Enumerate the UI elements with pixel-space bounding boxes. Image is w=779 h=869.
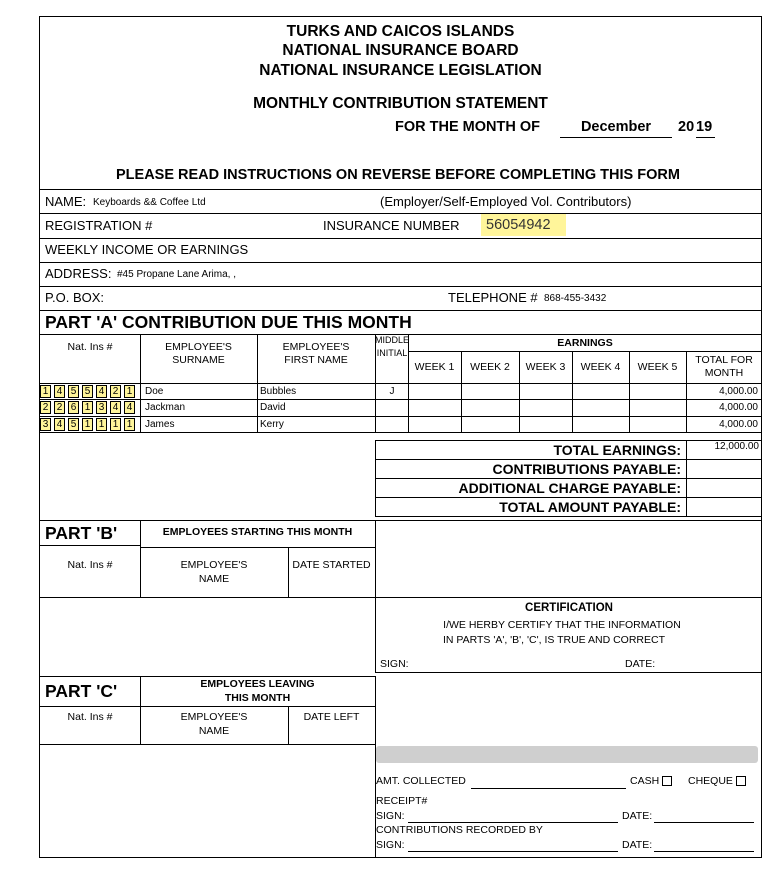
certification-title: CERTIFICATION [525,602,613,614]
natins-digit[interactable]: 1 [82,401,93,414]
first-name-cell[interactable]: Bubbles [260,386,297,397]
employer-type: (Employer/Self-Employed Vol. Contributors) [380,194,632,209]
divider [375,459,762,460]
col-week3: WEEK 3 [525,361,566,373]
part-b-col-name: EMPLOYEE'S NAME [180,559,248,585]
natins-digit[interactable]: 1 [110,418,121,431]
office-sign-label: SIGN: [376,810,405,822]
natins-digit[interactable]: 1 [82,418,93,431]
amt-collected-label: AMT. COLLECTED [376,775,466,787]
natins-digit[interactable]: 5 [68,418,79,431]
part-b-col-natins: Nat. Ins # [67,559,113,571]
certification-date-label: DATE: [625,658,656,670]
address-label: ADDRESS: [45,266,112,281]
natins-digit[interactable]: 6 [68,401,79,414]
part-c-col-date: DATE LEFT [303,711,360,723]
first-name-cell[interactable]: David [260,402,286,413]
recorded-date-label: DATE: [622,839,653,851]
natins-digit[interactable]: 3 [40,418,51,431]
office-use-bar [376,746,758,763]
recorded-sign-label: SIGN: [376,839,405,851]
additional-charge-label: ADDITIONAL CHARGE PAYABLE: [458,480,681,496]
col-week4: WEEK 4 [580,361,621,373]
divider [39,416,762,417]
receipt-label: RECEIPT# [376,795,428,807]
divider [39,238,762,239]
col-middle-initial: MIDDLE INITIAL [375,335,410,358]
col-natins: Nat. Ins # [67,341,113,353]
surname-cell[interactable]: Doe [145,386,164,397]
col-surname: EMPLOYEE'S SURNAME [165,341,232,366]
divider [288,547,289,597]
recorded-sign-field[interactable] [408,851,618,852]
divider [39,597,762,598]
pobox-label: P.O. BOX: [45,290,105,305]
middle-initial-cell[interactable]: J [389,386,395,397]
natins-digit[interactable]: 5 [68,385,79,398]
year-field[interactable]: 19 [696,119,715,138]
year-prefix: 20 [678,119,695,135]
recorded-date-field[interactable] [654,851,754,852]
cheque-checkbox[interactable] [736,776,746,786]
natins-digit[interactable]: 4 [124,401,135,414]
cheque-label: CHEQUE [688,775,746,787]
divider [375,478,762,479]
header-board: NATIONAL INSURANCE BOARD [282,42,519,59]
divider [39,213,762,214]
cash-checkbox[interactable] [662,776,672,786]
amt-collected-field[interactable] [471,788,626,789]
divider [39,286,762,287]
recorded-by-label: CONTRIBUTIONS RECORDED BY [376,824,543,836]
part-b-title: PART 'B' [45,523,118,543]
part-b-heading: EMPLOYEES STARTING THIS MONTH [162,526,353,538]
total-month-cell[interactable]: 4,000.00 [719,419,758,430]
divider [375,516,762,517]
col-total-month: TOTAL FOR MONTH [695,354,753,379]
part-c-col-natins: Nat. Ins # [67,711,113,723]
name-field[interactable]: Keyboards && Coffee Ltd [93,197,206,208]
part-c-col-name: EMPLOYEE'S NAME [180,711,248,737]
divider [39,383,762,384]
divider [39,520,762,521]
for-month-label: FOR THE MONTH OF [395,119,540,135]
header-country: TURKS AND CAICOS ISLANDS [286,23,515,40]
divider [375,497,762,498]
natins-digit[interactable]: 3 [96,401,107,414]
name-label: NAME: [45,194,87,209]
natins-digit[interactable]: 5 [82,385,93,398]
natins-digit[interactable]: 1 [124,418,135,431]
divider [39,744,376,745]
total-earnings-value[interactable]: 12,000.00 [714,441,759,452]
earnings-heading: EARNINGS [557,337,613,349]
col-week1: WEEK 1 [414,361,455,373]
telephone-label: TELEPHONE # [448,290,538,305]
registration-label: REGISTRATION # [45,218,153,233]
natins-digit[interactable]: 4 [54,385,65,398]
total-amount-label: TOTAL AMOUNT PAYABLE: [499,499,681,515]
certification-sign-label: SIGN: [380,658,409,670]
total-earnings-label: TOTAL EARNINGS: [553,442,681,458]
divider [375,672,762,673]
divider [39,706,376,707]
part-c-heading: EMPLOYEES LEAVING THIS MONTH [200,678,315,704]
total-month-cell[interactable]: 4,000.00 [719,386,758,397]
telephone-field[interactable]: 868-455-3432 [544,293,607,304]
divider [39,262,762,263]
divider [39,399,762,400]
cash-label: CASH [630,775,672,787]
natins-digit[interactable]: 1 [40,385,51,398]
natins-digit[interactable]: 4 [54,418,65,431]
natins-digit[interactable]: 1 [96,418,107,431]
weekly-income-label: WEEKLY INCOME OR EARNINGS [45,242,249,257]
first-name-cell[interactable]: Kerry [260,419,284,430]
natins-digit[interactable]: 2 [110,385,121,398]
month-field[interactable]: December [560,119,672,138]
divider [140,547,375,548]
part-a-title: PART 'A' CONTRIBUTION DUE THIS MONTH [45,312,412,332]
contributions-label: CONTRIBUTIONS PAYABLE: [492,461,681,477]
natins-digit[interactable]: 4 [96,385,107,398]
natins-digit[interactable]: 2 [40,401,51,414]
natins-digit[interactable]: 4 [110,401,121,414]
surname-cell[interactable]: Jackman [145,402,186,413]
certification-line1: I/WE HERBY CERTIFY THAT THE INFORMATION [443,619,681,631]
natins-digit[interactable]: 1 [124,385,135,398]
total-month-cell[interactable]: 4,000.00 [719,402,758,413]
office-date-field[interactable] [654,822,754,823]
address-field[interactable]: #45 Propane Lane Arima, , [117,269,236,280]
certification-line2: IN PARTS 'A', 'B', 'C', IS TRUE AND CORRECT [442,634,666,646]
office-sign-field[interactable] [408,822,618,823]
surname-cell[interactable]: James [145,419,175,430]
divider [375,520,376,672]
col-week2: WEEK 2 [470,361,510,373]
divider [39,310,762,311]
col-first-name: EMPLOYEE'S FIRST NAME [282,341,350,366]
natins-digit[interactable]: 2 [54,401,65,414]
part-c-title: PART 'C' [45,681,118,701]
instructions-banner: PLEASE READ INSTRUCTIONS ON REVERSE BEFORE COMPLETING THIS FORM [116,167,680,183]
divider [39,545,140,546]
insurance-number-field[interactable]: 56054942 [481,214,566,236]
statement-title: MONTHLY CONTRIBUTION STATEMENT [253,95,548,112]
part-b-col-date: DATE STARTED [292,559,371,571]
office-date-label: DATE: [622,810,653,822]
divider [39,189,762,190]
divider [39,432,762,433]
col-week5: WEEK 5 [637,361,678,373]
insurance-label: INSURANCE NUMBER [323,218,460,233]
header-legislation: NATIONAL INSURANCE LEGISLATION [259,62,542,79]
